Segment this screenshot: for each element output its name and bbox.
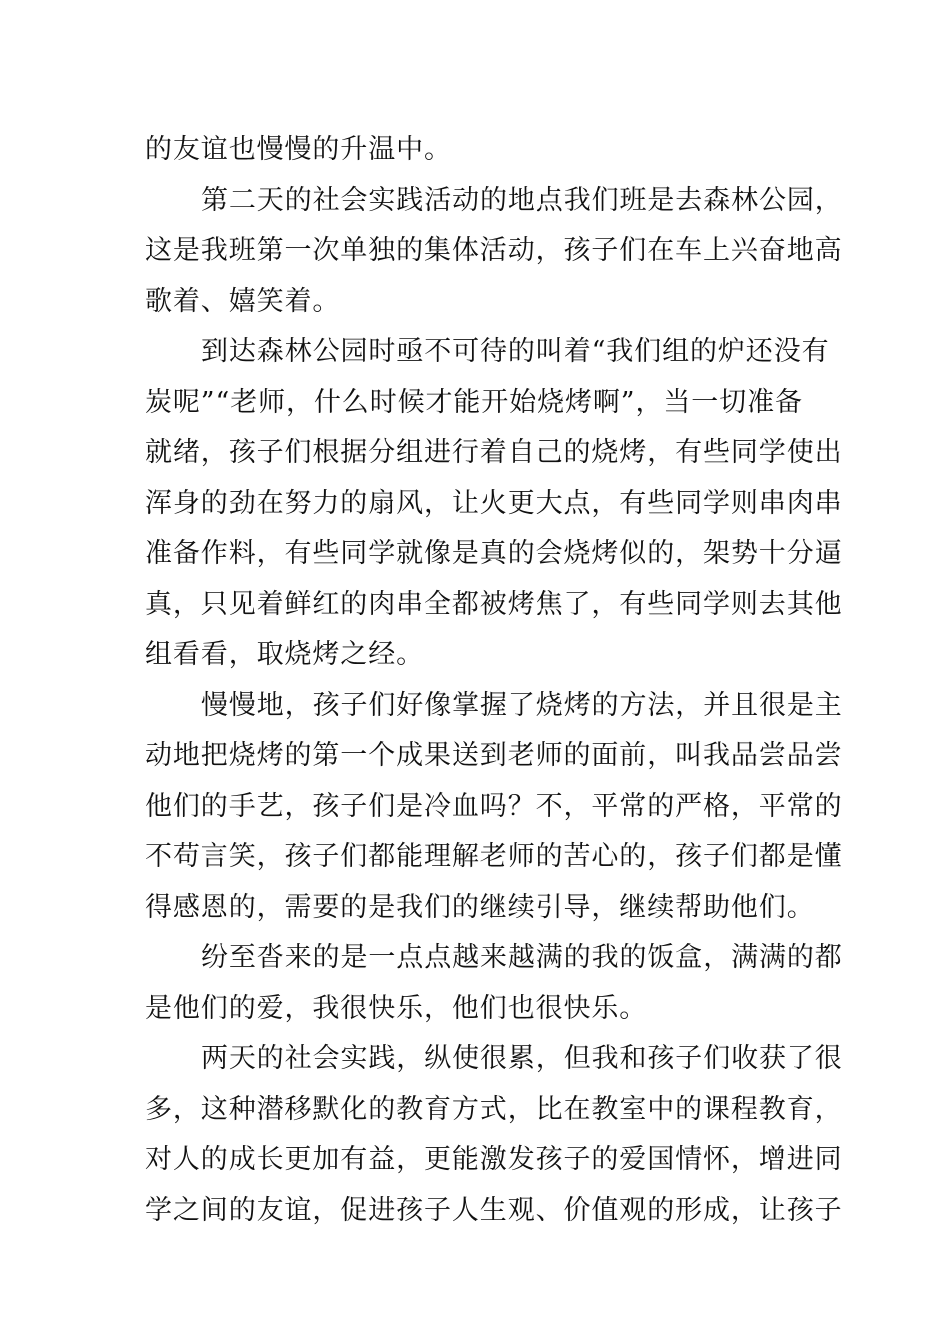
text-line: 多，这种潜移默化的教育方式，比在教室中的课程教育， — [145, 1093, 843, 1125]
text-line: 不苟言笑，孩子们都能理解老师的苦心的，孩子们都是懂 — [145, 841, 843, 872]
text-line: 是他们的爱，我很快乐，他们也很快乐。 — [145, 992, 648, 1024]
text-line: 的友谊也慢慢的升温中。 — [145, 134, 452, 165]
text-line: 就绪，孩子们根据分组进行着自己的烧烤，有些同学使出 — [145, 437, 843, 468]
text-line: 真，只见着鲜红的肉串全都被烤焦了，有些同学则去其他 — [145, 588, 843, 620]
text-line: 学之间的友谊，促进孩子人生观、价值观的形成，让孩子 — [145, 1194, 843, 1226]
text-line: 纷至沓来的是一点点越来越满的我的饭盒，满满的都 — [201, 942, 843, 973]
text-line: 浑身的劲在努力的扇风，让火更大点，有些同学则串肉串 — [145, 487, 843, 519]
text-line: 炭呢”“老师，什么时候才能开始烧烤啊”，当一切准备 — [145, 386, 803, 418]
text-line: 慢慢地，孩子们好像掌握了烧烤的方法，并且很是主 — [201, 689, 843, 721]
text-line: 歌着、嬉笑着。 — [145, 285, 341, 317]
text-line: 两天的社会实践，纵使很累，但我和孩子们收获了很 — [201, 1043, 843, 1074]
text-line: 对人的成长更加有益，更能激发孩子的爱国情怀，增进同 — [145, 1144, 843, 1175]
text-line: 这是我班第一次单独的集体活动，孩子们在车上兴奋地高 — [145, 235, 843, 266]
text-line: 他们的手艺，孩子们是冷血吗？不，平常的严格，平常的 — [145, 790, 843, 822]
document-body — [145, 125, 843, 1236]
text-line: 动地把烧烤的第一个成果送到老师的面前，叫我品尝品尝 — [145, 740, 843, 771]
text-line: 得感恩的，需要的是我们的继续引导，继续帮助他们。 — [145, 891, 815, 923]
text-line: 到达森林公园时亟不可待的叫着“我们组的炉还没有 — [201, 336, 830, 367]
text-line: 准备作料，有些同学就像是真的会烧烤似的，架势十分逼 — [145, 538, 843, 569]
text-line: 组看看，取烧烤之经。 — [145, 639, 424, 670]
text-line: 第二天的社会实践活动的地点我们班是去森林公园， — [201, 184, 843, 216]
